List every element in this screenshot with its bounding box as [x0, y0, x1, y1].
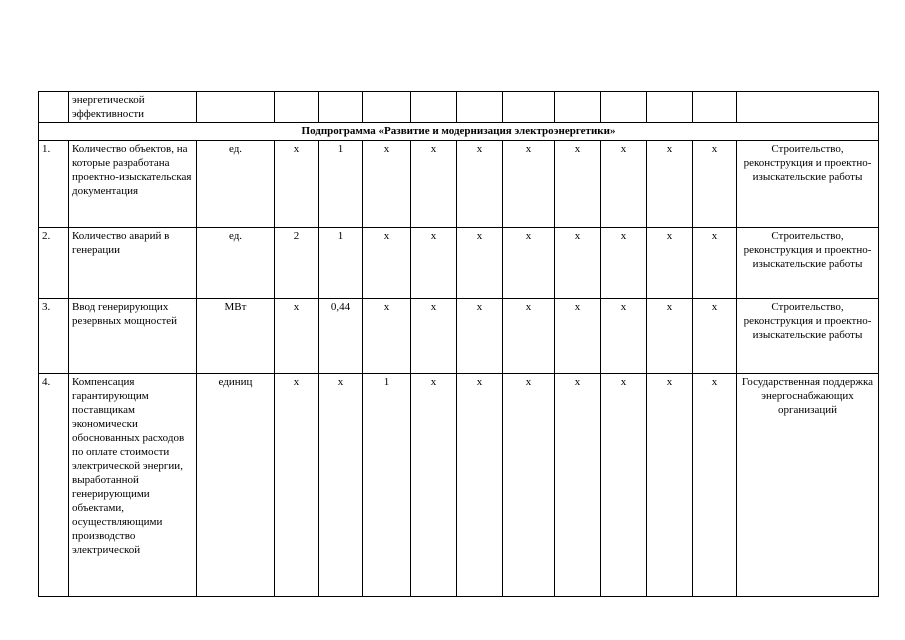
value-cell: х [647, 299, 693, 374]
value-cell: х [457, 299, 503, 374]
value-cell: х [411, 374, 457, 597]
value-cell: 0,44 [319, 299, 363, 374]
value-cell: х [457, 141, 503, 228]
value-cell: х [555, 228, 601, 299]
value-cell: х [363, 228, 411, 299]
value-cell: х [275, 299, 319, 374]
row-number-cell: 2. [39, 228, 69, 299]
value-cell [601, 92, 647, 123]
row-number-cell: 1. [39, 141, 69, 228]
value-cell: х [457, 374, 503, 597]
indicator-name-cell [69, 374, 197, 597]
value-cell: х [555, 299, 601, 374]
value-cell [319, 92, 363, 123]
note-cell: Строительство, реконструкция и проектно-изыскательские работы [737, 141, 879, 228]
row-number-cell: 4. [39, 374, 69, 597]
value-cell: х [601, 228, 647, 299]
value-cell [647, 92, 693, 123]
unit-cell [197, 92, 275, 123]
value-cell [555, 92, 601, 123]
unit-cell: единиц [197, 374, 275, 597]
indicator-name-cell: энергетической эффективности [69, 92, 197, 123]
value-cell: х [693, 141, 737, 228]
value-cell: х [693, 299, 737, 374]
value-cell: х [647, 141, 693, 228]
table-row [39, 374, 879, 597]
note-cell: Строительство, реконструкция и проектно-изыскательские работы [737, 299, 879, 374]
table-row [39, 228, 879, 299]
indicators-table [38, 91, 879, 597]
value-cell: 1 [363, 374, 411, 597]
subprogram-title: Подпрограмма «Развитие и модернизация электроэнергетики» [39, 123, 879, 141]
value-cell: 2 [275, 228, 319, 299]
note-cell [737, 92, 879, 123]
unit-cell: МВт [197, 299, 275, 374]
value-cell [411, 92, 457, 123]
section-row [39, 123, 879, 141]
value-cell: х [601, 141, 647, 228]
value-cell: х [503, 141, 555, 228]
value-cell: х [411, 141, 457, 228]
table-row [39, 299, 879, 374]
value-cell [363, 92, 411, 123]
unit-cell: ед. [197, 141, 275, 228]
value-cell: х [319, 374, 363, 597]
value-cell: х [363, 299, 411, 374]
unit-cell: ед. [197, 228, 275, 299]
value-cell: х [555, 374, 601, 597]
value-cell: х [503, 299, 555, 374]
indicator-name-cell: Ввод генерирующих резервных мощностей [69, 299, 197, 374]
note-cell: Государственная поддержка энергоснабжающих организаций [737, 374, 879, 597]
value-cell: х [647, 228, 693, 299]
value-cell [275, 92, 319, 123]
value-cell: х [601, 374, 647, 597]
value-cell: 1 [319, 141, 363, 228]
value-cell: х [647, 374, 693, 597]
table-row [39, 141, 879, 228]
value-cell: х [555, 141, 601, 228]
value-cell: х [503, 374, 555, 597]
indicator-name-cell: Количество аварий в генерации [69, 228, 197, 299]
value-cell: х [363, 141, 411, 228]
value-cell: х [411, 299, 457, 374]
value-cell: х [693, 228, 737, 299]
table-row [39, 92, 879, 123]
indicator-name-text: Компенсация гарантирующим поставщикам экономически обоснованных расходов по оплате стоимости электрической энергии, выработанной генерирующими объектами, осуществляющими производство электрической [72, 376, 185, 556]
row-number-cell: 3. [39, 299, 69, 374]
value-cell [693, 92, 737, 123]
value-cell: х [275, 141, 319, 228]
value-cell: х [275, 374, 319, 597]
value-cell [503, 92, 555, 123]
value-cell: х [411, 228, 457, 299]
value-cell: х [503, 228, 555, 299]
note-cell: Строительство, реконструкция и проектно-изыскательские работы [737, 228, 879, 299]
value-cell: х [601, 299, 647, 374]
indicator-name-cell: Количество объектов, на которые разработана проектно-изыскательская документация [69, 141, 197, 228]
value-cell [457, 92, 503, 123]
row-number-cell [39, 92, 69, 123]
value-cell: х [693, 374, 737, 597]
value-cell: 1 [319, 228, 363, 299]
value-cell: х [457, 228, 503, 299]
